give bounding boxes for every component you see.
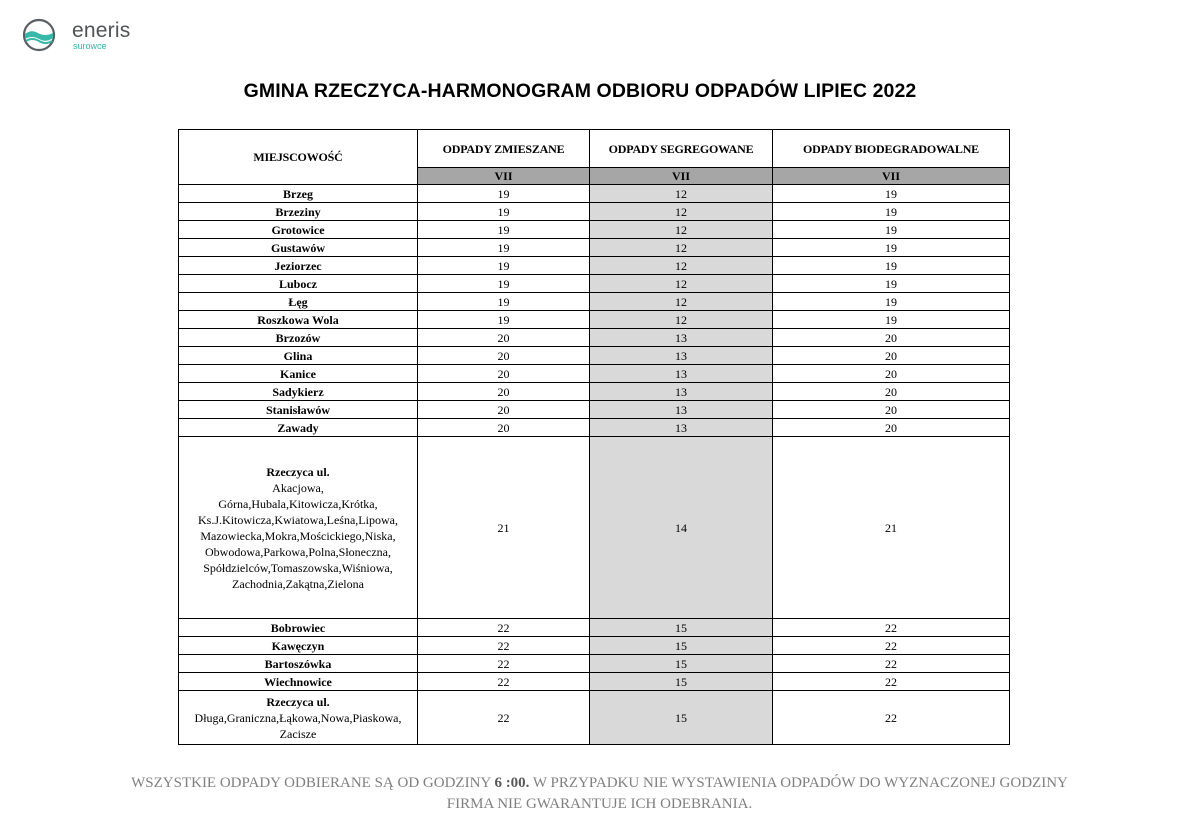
locality-cell: Glina xyxy=(179,347,418,365)
locality-cell: Brzozów xyxy=(179,329,418,347)
locality-cell: Bartoszówka xyxy=(179,655,418,673)
locality-cell: Gustawów xyxy=(179,239,418,257)
footer-pre: WSZYSTKIE ODPADY ODBIERANE SĄ OD GODZINY xyxy=(131,775,495,791)
brand-name: eneris xyxy=(72,18,131,42)
table-row xyxy=(179,275,1010,293)
street-list-line: Zachodnia,Zakątna,Zielona xyxy=(232,576,364,591)
mixed-date-cell: 19 xyxy=(418,257,590,275)
table-row xyxy=(179,221,1010,239)
table-row xyxy=(179,257,1010,275)
mixed-date-cell: 19 xyxy=(418,185,590,203)
month-mixed: VII xyxy=(418,168,590,185)
locality-cell xyxy=(179,691,418,745)
schedule-body xyxy=(179,185,1010,745)
header-mixed: ODPADY ZMIESZANE xyxy=(418,130,590,168)
mixed-date-cell: 21 xyxy=(418,437,590,619)
locality-cell: Brzeg xyxy=(179,185,418,203)
table-row xyxy=(179,239,1010,257)
segregated-date-cell: 12 xyxy=(590,239,773,257)
street-list-line: Obwodowa,Parkowa,Polna,Słoneczna, xyxy=(205,544,391,559)
bio-date-cell: 22 xyxy=(773,619,1010,637)
mixed-date-cell: 19 xyxy=(418,275,590,293)
segregated-date-cell: 12 xyxy=(590,221,773,239)
table-row xyxy=(179,619,1010,637)
table-row xyxy=(179,383,1010,401)
locality-cell: Brzeziny xyxy=(179,203,418,221)
segregated-date-cell: 12 xyxy=(590,257,773,275)
locality-cell xyxy=(179,437,418,619)
segregated-date-cell: 15 xyxy=(590,619,773,637)
street-list-line: Ks.J.Kitowicza,Kwiatowa,Leśna,Lipowa, xyxy=(198,512,398,527)
street-list-line: Górna,Hubala,Kitowicza,Krótka, xyxy=(218,496,378,511)
segregated-date-cell: 12 xyxy=(590,203,773,221)
bio-date-cell: 19 xyxy=(773,203,1010,221)
street-list-line: Zacisze xyxy=(279,726,317,741)
bio-date-cell: 21 xyxy=(773,437,1010,619)
month-segregated: VII xyxy=(590,168,773,185)
header-biodegradable: ODPADY BIODEGRADOWALNE xyxy=(773,130,1010,168)
eneris-logo xyxy=(22,18,130,52)
table-row xyxy=(179,329,1010,347)
table-row xyxy=(179,673,1010,691)
segregated-date-cell: 12 xyxy=(590,275,773,293)
bio-date-cell: 22 xyxy=(773,655,1010,673)
segregated-date-cell: 12 xyxy=(590,293,773,311)
bio-date-cell: 20 xyxy=(773,383,1010,401)
segregated-date-cell: 13 xyxy=(590,365,773,383)
bio-date-cell: 19 xyxy=(773,185,1010,203)
bio-date-cell: 19 xyxy=(773,311,1010,329)
header-locality: MIEJSCOWOŚĆ xyxy=(179,130,418,185)
segregated-date-cell: 13 xyxy=(590,401,773,419)
locality-cell: Zawady xyxy=(179,419,418,437)
locality-cell: Grotowice xyxy=(179,221,418,239)
bio-date-cell: 20 xyxy=(773,365,1010,383)
table-row xyxy=(179,203,1010,221)
bio-date-cell: 20 xyxy=(773,347,1010,365)
document-title: GMINA RZECZYCA-HARMONOGRAM ODBIORU ODPADÓW LIPIEC 2022 xyxy=(243,80,917,102)
segregated-date-cell: 15 xyxy=(590,655,773,673)
table-row xyxy=(179,655,1010,673)
bio-date-cell: 20 xyxy=(773,329,1010,347)
segregated-date-cell: 15 xyxy=(590,691,773,745)
locality-cell: Sadykierz xyxy=(179,383,418,401)
segregated-date-cell: 13 xyxy=(590,347,773,365)
locality-name: Rzeczyca ul. xyxy=(266,694,330,709)
table-row xyxy=(179,419,1010,437)
segregated-date-cell: 15 xyxy=(590,637,773,655)
mixed-date-cell: 20 xyxy=(418,383,590,401)
schedule-table xyxy=(178,129,1010,745)
bio-date-cell: 20 xyxy=(773,419,1010,437)
mixed-date-cell: 19 xyxy=(418,311,590,329)
street-list-line: Akacjowa, xyxy=(272,480,324,495)
mixed-date-cell: 20 xyxy=(418,365,590,383)
locality-cell: Jeziorzec xyxy=(179,257,418,275)
bio-date-cell: 19 xyxy=(773,293,1010,311)
mixed-date-cell: 20 xyxy=(418,401,590,419)
mixed-date-cell: 22 xyxy=(418,619,590,637)
mixed-date-cell: 22 xyxy=(418,655,590,673)
bio-date-cell: 19 xyxy=(773,275,1010,293)
table-row xyxy=(179,365,1010,383)
mixed-date-cell: 20 xyxy=(418,329,590,347)
table-row xyxy=(179,637,1010,655)
table-row xyxy=(179,347,1010,365)
bio-date-cell: 22 xyxy=(773,691,1010,745)
mixed-date-cell: 22 xyxy=(418,637,590,655)
mixed-date-cell: 19 xyxy=(418,203,590,221)
street-list-line: Mazowiecka,Mokra,Mościckiego,Niska, xyxy=(200,528,396,543)
segregated-date-cell: 15 xyxy=(590,673,773,691)
street-list-line: Spółdzielców,Tomaszowska,Wiśniowa, xyxy=(203,560,393,575)
locality-cell: Lubocz xyxy=(179,275,418,293)
locality-cell: Kawęczyn xyxy=(179,637,418,655)
eneris-logo-icon xyxy=(22,18,66,52)
bio-date-cell: 20 xyxy=(773,401,1010,419)
bio-date-cell: 19 xyxy=(773,221,1010,239)
segregated-date-cell: 12 xyxy=(590,185,773,203)
bio-date-cell: 22 xyxy=(773,637,1010,655)
street-list-line: Długa,Graniczna,Łąkowa,Nowa,Piaskowa, xyxy=(194,710,402,725)
segregated-date-cell: 13 xyxy=(590,383,773,401)
locality-cell: Bobrowiec xyxy=(179,619,418,637)
bio-date-cell: 19 xyxy=(773,257,1010,275)
table-row xyxy=(179,293,1010,311)
segregated-date-cell: 14 xyxy=(590,437,773,619)
mixed-date-cell: 19 xyxy=(418,239,590,257)
table-row xyxy=(179,691,1010,745)
table-row xyxy=(179,437,1010,619)
locality-cell: Kanice xyxy=(179,365,418,383)
locality-cell: Stanisławów xyxy=(179,401,418,419)
locality-cell: Łęg xyxy=(179,293,418,311)
segregated-date-cell: 12 xyxy=(590,311,773,329)
mixed-date-cell: 20 xyxy=(418,419,590,437)
footer-hour: 6 :00. xyxy=(494,775,530,791)
month-biodegradable: VII xyxy=(773,168,1010,185)
mixed-date-cell: 19 xyxy=(418,221,590,239)
locality-name: Rzeczyca ul. xyxy=(266,464,330,479)
footer-note xyxy=(0,773,1199,815)
table-row xyxy=(179,401,1010,419)
mixed-date-cell: 22 xyxy=(418,691,590,745)
mixed-date-cell: 22 xyxy=(418,673,590,691)
table-row xyxy=(179,185,1010,203)
footer-post: W PRZYPADKU NIE WYSTAWIENIA ODPADÓW DO WYZNACZONEJ GODZINY xyxy=(529,775,1068,791)
segregated-date-cell: 13 xyxy=(590,419,773,437)
table-row xyxy=(179,311,1010,329)
header-segregated: ODPADY SEGREGOWANE xyxy=(590,130,773,168)
mixed-date-cell: 20 xyxy=(418,347,590,365)
footer-line2: FIRMA NIE GWARANTUJE ICH ODEBRANIA. xyxy=(446,796,753,812)
mixed-date-cell: 19 xyxy=(418,293,590,311)
locality-cell: Roszkowa Wola xyxy=(179,311,418,329)
bio-date-cell: 19 xyxy=(773,239,1010,257)
bio-date-cell: 22 xyxy=(773,673,1010,691)
brand-sub: surowce xyxy=(73,40,107,51)
locality-cell: Wiechnowice xyxy=(179,673,418,691)
segregated-date-cell: 13 xyxy=(590,329,773,347)
